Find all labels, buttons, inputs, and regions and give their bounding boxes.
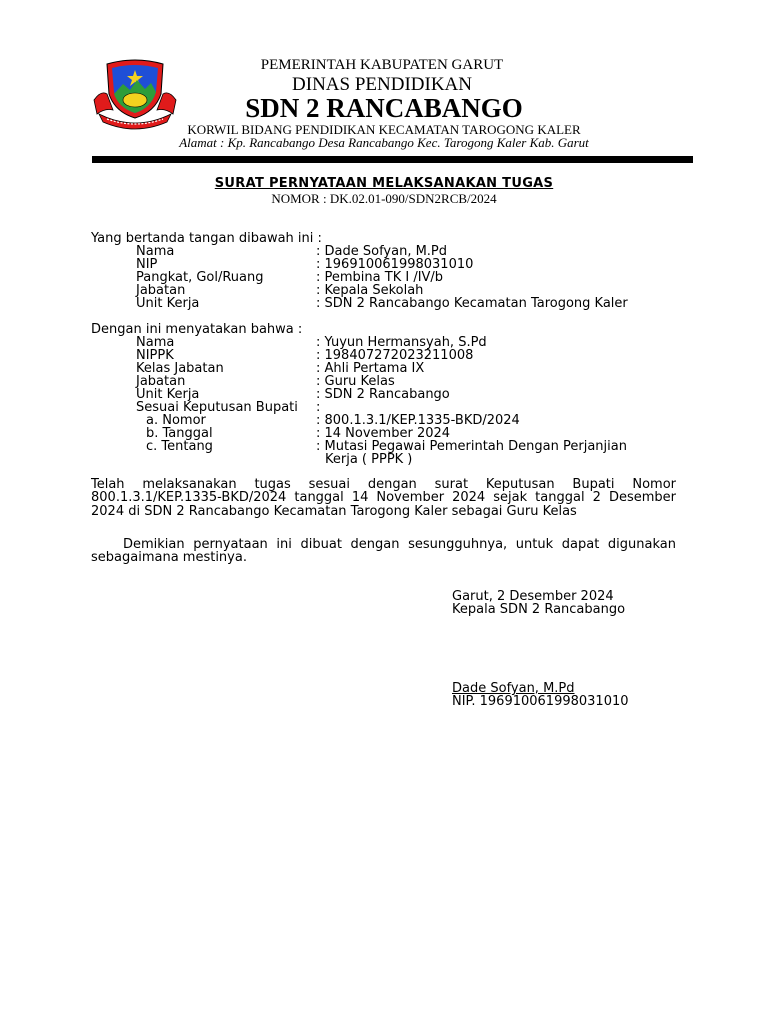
subject-intro: Dengan ini menyatakan bahwa : bbox=[91, 322, 303, 337]
signer-label-rank: Pangkat, Gol/Ruang bbox=[136, 270, 264, 285]
subject-label-unit: Unit Kerja bbox=[136, 387, 200, 402]
place-date: Garut, 2 Desember 2024 bbox=[452, 589, 614, 604]
subject-label-class: Kelas Jabatan bbox=[136, 361, 224, 376]
decree-label-subject: c. Tentang bbox=[146, 439, 213, 454]
letterhead-divider bbox=[92, 156, 693, 163]
decree-label-number: a. Nomor bbox=[146, 413, 206, 428]
subject-value-class: : Ahli Pertama IX bbox=[316, 361, 425, 376]
school-name: SDN 2 RANCABANGO bbox=[245, 93, 523, 123]
signer-name: Dade Sofyan, M.Pd bbox=[452, 681, 575, 696]
government-heading: PEMERINTAH KABUPATEN GARUT bbox=[260, 57, 504, 73]
korwil-heading: KORWIL BIDANG PENDIDIKAN KECAMATAN TAROGONG KALER bbox=[187, 122, 581, 137]
decree-value-subject-cont: Kerja ( PPPK ) bbox=[325, 452, 413, 467]
closing-paragraph: Demikian pernyataan ini dibuat dengan sesungguhnya, untuk dapat digunakan sebagaimana mestinya. bbox=[91, 537, 676, 566]
subject-label-nippk: NIPPK bbox=[136, 348, 174, 363]
subject-value-unit: : SDN 2 Rancabango bbox=[316, 387, 450, 402]
decree-label-date: b. Tanggal bbox=[146, 426, 213, 441]
signer-value-name: : Dade Sofyan, M.Pd bbox=[316, 244, 448, 259]
signer-label-position: Jabatan bbox=[136, 283, 186, 298]
subject-value-decree: : bbox=[316, 400, 321, 415]
subject-label-name: Nama bbox=[136, 335, 175, 350]
signer-value-position: : Kepala Sekolah bbox=[316, 283, 424, 298]
decree-value-date: : 14 November 2024 bbox=[316, 426, 451, 441]
signer-label-name: Nama bbox=[136, 244, 175, 259]
statement-paragraph: Telah melaksanakan tugas sesuai dengan surat Keputusan Bupati Nomor 800.1.3.1/KEP.1335-BKD/2024 tanggal 14 November 2024 sejak tanggal 2 Desember 2024 di SDN 2 Rancabango Kecamatan Tarogong Kaler sebagai Guru Kelas bbox=[91, 477, 676, 519]
subject-value-name: : Yuyun Hermansyah, S.Pd bbox=[316, 335, 487, 350]
subject-label-position: Jabatan bbox=[136, 374, 186, 389]
school-address: Alamat : Kp. Rancabango Desa Rancabango Kec. Tarogong Kaler Kab. Garut bbox=[179, 135, 589, 150]
decree-value-subject: : Mutasi Pegawai Pemerintah Dengan Perjanjian bbox=[316, 439, 627, 454]
subject-label-decree: Sesuai Keputusan Bupati bbox=[136, 400, 298, 415]
signer-label-unit: Unit Kerja bbox=[136, 296, 200, 311]
signer-value-rank: : Pembina TK I /IV/b bbox=[316, 270, 444, 285]
subject-value-position: : Guru Kelas bbox=[316, 374, 395, 389]
signer-nip: NIP. 196910061998031010 bbox=[452, 694, 629, 709]
signer-label-nip: NIP bbox=[136, 257, 158, 272]
letter-title: SURAT PERNYATAAN MELAKSANAKAN TUGAS bbox=[214, 176, 554, 191]
decree-value-number: : 800.1.3.1/KEP.1335-BKD/2024 bbox=[316, 413, 520, 428]
signer-position: Kepala SDN 2 Rancabango bbox=[452, 602, 626, 617]
subject-value-nippk: : 198407272023211008 bbox=[316, 348, 474, 363]
signer-value-unit: : SDN 2 Rancabango Kecamatan Tarogong Kaler bbox=[316, 296, 628, 311]
signer-intro: Yang bertanda tangan dibawah ini : bbox=[91, 231, 322, 246]
letter-number: NOMOR : DK.02.01-090/SDN2RCB/2024 bbox=[271, 191, 497, 206]
agency-heading: DINAS PENDIDIKAN bbox=[292, 74, 472, 95]
signer-value-nip: : 196910061998031010 bbox=[316, 257, 474, 272]
